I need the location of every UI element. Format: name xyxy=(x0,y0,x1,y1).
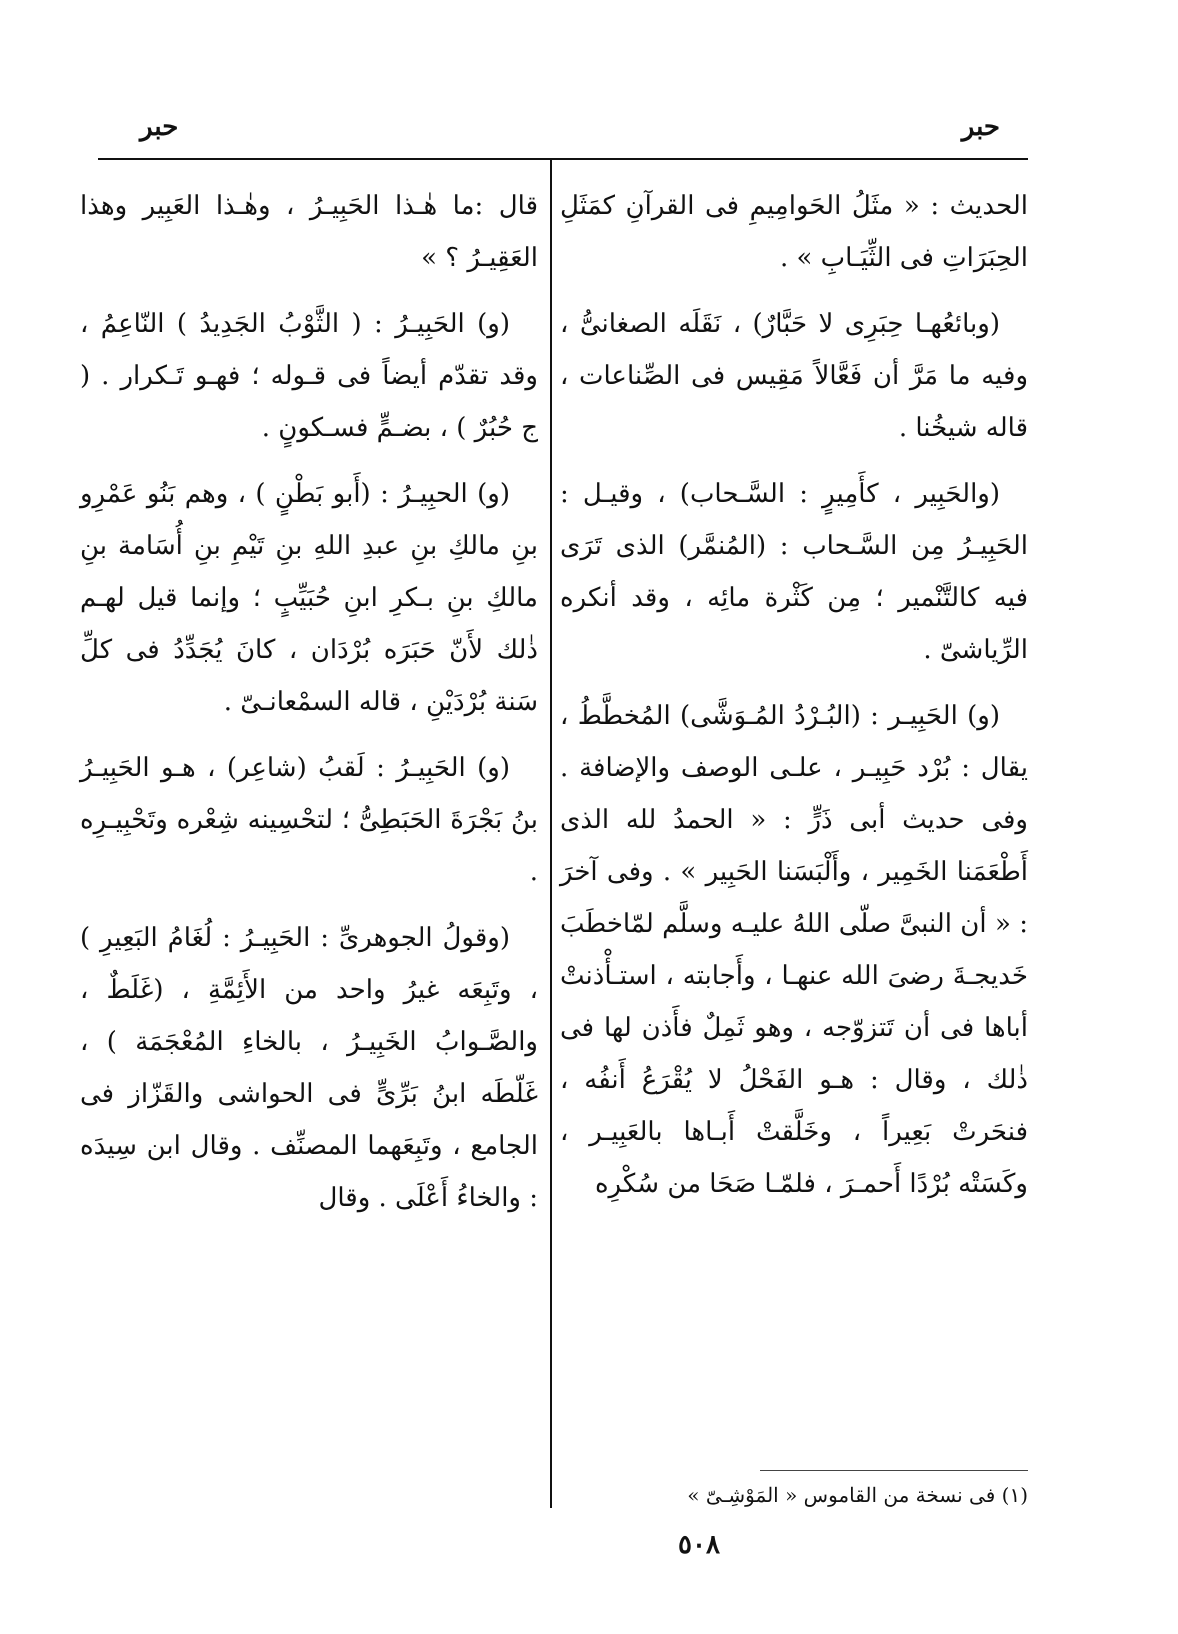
footnote: (١) فى نسخة من القاموس « المَوْشِـىّ » xyxy=(687,1483,1028,1507)
left-paragraph: (و) الحَبِيـرُ : ( الثَّوْبُ الجَدِيدُ ) النّاعِمُ ، وقد تقدّم أيضاً فى قـوله ؛ فهـو تَـكرار . ( ج حُبُرٌ ) ، بضـمٍّ فسـكونٍ . xyxy=(80,309,538,443)
right-column xyxy=(560,180,1028,1224)
right-paragraph: الحديث : « مثَلُ الحَوامِيمِ فى القرآنِ كمَثَلِ الحِبَرَاتِ فى الثِّيَـابِ » . xyxy=(560,191,1028,273)
right-paragraph: (و) الحَبِيـر : (البُـرْدُ المُـوَشَّى) المُخطَّطُ ، يقال : بُرْد حَبِيـر ، علـى الوصف والإضافة . وفى حديث أبى ذَرٍّ : « الحمدُ لله الذى أَطْعَمَنا الخَمِير ، وأَلْبَسَنا الحَبِير » . وفى آخرَ : « أن النبىَّ صلّى اللهُ عليـه وسلَّم لمّاخطَبَ خَديجـةَ رضىَ الله عنهـا ، وأَجابته ، استـأْذنتْ أباها فى أن تَتزوّجه ، وهو ثَمِلٌ فأَذن لها فى ذٰلك ، وقال : هـو الفَحْلُ لا يُقْرَعُ أَنفُه ، فنحَرتْ بَعِيراً ، وخَلَّقتْ أَبـاها بالعَبِيـر ، وكَسَتْه بُرْدًا أَحمـرَ ، فلمّـا صَحَا من سُكْرِه xyxy=(560,701,1028,1199)
left-paragraph: (و) الحبِيـرُ : (أَبو بَطْنٍ ) ، وهم بَنُو عَمْرِو بنِ مالكِ بنِ عبدِ اللهِ بنِ تَيْمِ بنِ أُسَامة بنِ مالكِ بنِ بـكرِ ابنِ حُبَيِّبٍ ؛ وإنما قيل لهـم ذٰلك لأَنّ حَبَرَه بُرْدَان ، كانَ يُجَدِّدُ فى كلِّ سَنة بُرْدَيْنِ ، قاله السمْعانـىّ . xyxy=(80,479,538,717)
right-paragraph: (والحَبِير ، كأَمِيرٍ : السَّـحاب) ، وقيـل : الحَبِيـرُ مِن السَّـحاب : (المُنمَّر) الذى تَرَى فيه كالتَّنْمير ؛ مِن كَثْرة مائِه ، وقد أنكره الرِّياشىّ . xyxy=(560,479,1028,665)
running-head-right: حبر xyxy=(961,112,1000,142)
left-paragraph: (وقولُ الجوهرىِّ : الحَبِيـرُ : لُغَامُ البَعِيرِ ) ، وتَبِعَه غيرُ واحد من الأَئِمَّةِ ، (غَلَطٌ ، والصَّـوابُ الخَبِيـرُ ، بالخاءِ المُعْجَمَة ) ، غَلّطَه ابنُ بَرِّىٍّ فى الحواشى والقَزّاز فى الجامع ، وتَبِعَهما المصنِّف . وقال ابن سِيدَه : والخاءُ أَعْلَى . وقال xyxy=(80,923,538,1213)
header-rule xyxy=(98,158,1028,160)
running-head-left: حبر xyxy=(140,112,179,142)
right-paragraph: (وبائعُهـا حِبَرِى لا حَبَّارٌ) ، نَقَلَه الصغانىُّ ، وفيه ما مَرَّ أن فَعَّالاً مَقِيس فى الصِّناعات ، قاله شيخُنا . xyxy=(560,309,1028,443)
left-column xyxy=(80,180,538,1238)
left-paragraph: (و) الحَبِيـرُ : لَقبُ (شاعِر) ، هـو الحَبِيـرُ بنُ بَجْرَةَ الحَبَطِىُّ ؛ لتحْسِينه شِعْره وتَحْبِيـرِه . xyxy=(80,753,538,887)
page-number: ٥٠٨ xyxy=(678,1530,720,1560)
column-divider xyxy=(550,160,552,1508)
footnote-rule xyxy=(760,1470,1028,1471)
left-paragraph: قال :ما هٰـذا الحَبِيـرُ ، وهٰـذا العَبِير وهذا العَقِيـرُ ؟ » xyxy=(80,191,538,273)
